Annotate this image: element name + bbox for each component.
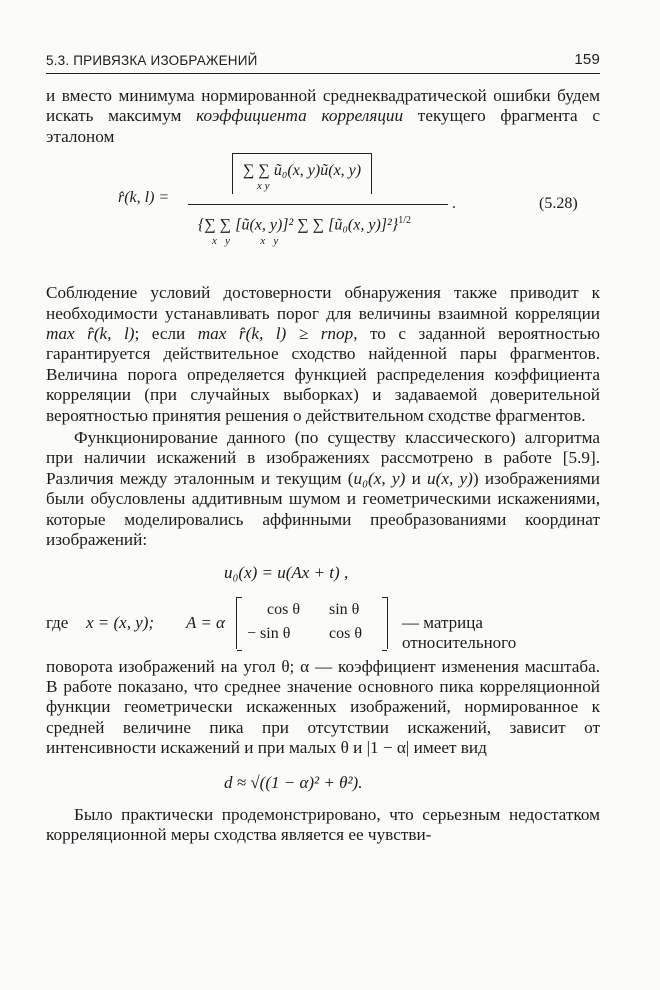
distortions-text-a: Функционирование данного (по существу классического) алгоритма при наличии искажений в изображениях рассмотрено в работе [5.9]. Различия между эталонным и текущим ( xyxy=(46,428,600,488)
paragraph-threshold xyxy=(46,283,600,426)
matrix-cell-21: − sin θ xyxy=(247,624,291,642)
rotation-matrix xyxy=(236,597,388,649)
affine-expr: u₀(x) = u(Ax + t) , xyxy=(224,562,349,582)
conj-and: и xyxy=(405,468,428,488)
where-label: где xyxy=(46,612,69,632)
paragraph-peak: поворота изображений на угол θ; α — коэффициент изменения масштаба. В работе показано, что среднее значение основного пика корреляционной функции геометрически искаженных изображений, нормированное к средней величине пика при отсутствии искажений, зависит от интенсивности искажений и при малых θ и |1 − α| имеет вид xyxy=(46,656,600,758)
fraction-line xyxy=(188,204,448,205)
equation-number: (5.28) xyxy=(539,195,578,213)
section-title: 5.3. ПРИВЯЗКА ИЗОБРАЖЕНИЙ xyxy=(46,53,258,68)
equation-denominator xyxy=(198,215,411,246)
expr-u0: u₀(x, y) xyxy=(353,468,406,488)
equation-numerator xyxy=(232,153,372,194)
equation-period: . xyxy=(452,195,456,213)
paragraph-final: Было практически продемонстрировано, что серьезным недостатком корреляционной меры сходства является ее чувстви- xyxy=(46,804,600,844)
paragraph-intro xyxy=(46,86,600,147)
equation-d xyxy=(46,759,600,805)
numerator-indices: x y xyxy=(257,180,270,193)
threshold-text: Соблюдение условий достоверности обнаружения также приводит к необходимости устанавливать порог для величины взаимной корреляции xyxy=(46,283,600,323)
paragraph-distortions xyxy=(46,428,600,550)
threshold-rest: , то с заданной вероятностью гарантируется действительное сходство найденной пары фрагментов. Величина порога определяется функцией распределения коэффициента корреляции (при случайных выборках) и задаваемой доверительной вероятностью принятия решения о действительном сходстве фрагментов. xyxy=(46,324,600,425)
distortions-text-b: ) изображениями были обусловлены аддитивным шумом и геометрическими искажениями, которые моделировались аффинными преобразованиями координат изображений: xyxy=(46,468,600,550)
equation-5-28 xyxy=(46,153,600,273)
matrix-cell-12: sin θ xyxy=(329,600,360,618)
threshold-mid: ; если xyxy=(134,324,198,344)
a-definition: A = α xyxy=(186,612,225,632)
max-corr-expr: max r̂(k, l) xyxy=(46,324,135,344)
intro-text: и вместо минимума нормированной среднеквадратической ошибки будем искать максимум xyxy=(46,86,600,126)
emphasis-correlation: коэффициента корреляции xyxy=(196,106,404,126)
expr-u: u(x, y) xyxy=(427,468,473,488)
book-page xyxy=(46,50,600,845)
running-header xyxy=(46,50,600,74)
denominator-indices: x y x y xyxy=(212,234,279,247)
matrix-cell-22: cos θ xyxy=(329,624,362,642)
numerator-expr: ∑ ∑ ũ₀(x, y)ũ(x, y) xyxy=(243,162,362,180)
page-number: 159 xyxy=(574,51,600,68)
d-expr: d ≈ √((1 − α)² + θ²). xyxy=(224,772,363,792)
denominator-exponent: 1/2 xyxy=(398,215,411,227)
matrix-caption: — матрица относительного xyxy=(402,612,517,652)
equation-affine xyxy=(46,551,600,591)
equation-lhs: r̂(k, l) = xyxy=(118,189,170,207)
threshold-condition: max r̂(k, l) ≥ rпор xyxy=(197,324,354,344)
matrix-definition xyxy=(46,597,600,655)
matrix-cell-11: cos θ xyxy=(267,600,300,618)
intro-text-end: текущего фрагмента с эталоном xyxy=(46,106,600,146)
x-definition: x = (x, y); xyxy=(86,612,155,632)
denominator-expr: {∑ ∑ [ũ(x, y)]² ∑ ∑ [ũ₀(x, y)]²} xyxy=(198,216,399,234)
